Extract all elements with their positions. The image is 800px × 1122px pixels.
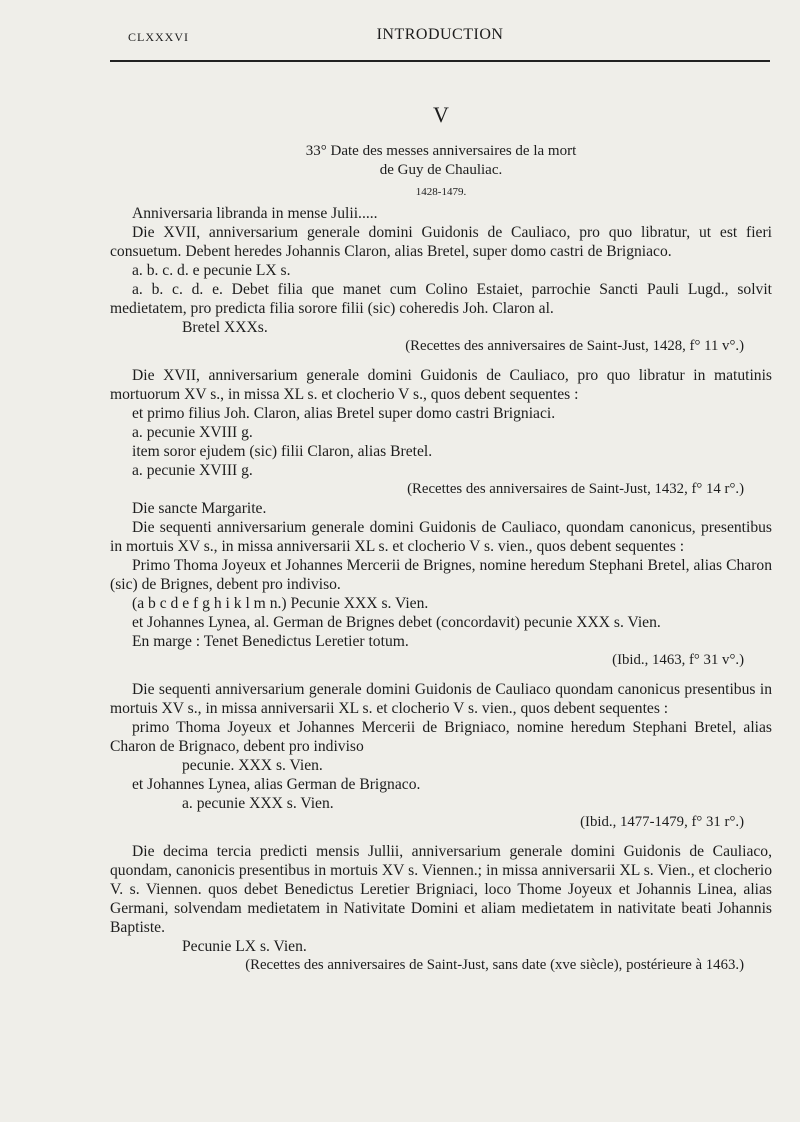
page-body xyxy=(110,100,772,975)
paragraph: (a b c d e f g h i k l m n.) Pecunie XXX s. Vien. xyxy=(132,595,429,612)
source-citation: (Recettes des anniversaires de Saint-Just, 1432, f° 14 r°.) xyxy=(407,481,744,497)
source-citation: (Recettes des anniversaires de Saint-Just, sans date (xve siècle), postérieure à 1463.) xyxy=(245,957,744,973)
paragraph: Die sancte Margarite. xyxy=(132,500,267,517)
page-number: CLXXXVI xyxy=(128,30,189,44)
paragraph: Die sequenti anniversarium generale domini Guidonis de Cauliaco quondam canonicus presentibus in mortuis XV s., in missa anniversarii XL s. et clocherio V s. vien., quos debent sequentes : xyxy=(110,681,772,717)
section-number: V xyxy=(433,102,449,127)
paragraph: item soror ejudem (sic) filii Claron, alias Bretel. xyxy=(132,443,433,460)
paragraph: et primo filius Joh. Claron, alias Bretel super domo castri Brigniaci. xyxy=(132,405,556,422)
source-citation: (Ibid., 1463, f° 31 v°.) xyxy=(612,652,744,668)
section-heading xyxy=(110,142,772,180)
heading-dates: 1428-1479. xyxy=(415,186,467,198)
paragraph: Die XVII, anniversarium generale domini Guidonis de Cauliaco, pro quo libratur in matutinis mortuorum XV s., in missa XL s. et clocherio V s., quos debent sequentes : xyxy=(110,367,772,403)
paragraph: pecunie. XXX s. Vien. xyxy=(182,757,323,774)
margin-note: En marge : Tenet Benedictus Leretier totum. xyxy=(132,633,409,650)
paragraph: et Johannes Lynea, al. German de Brignes debet (concordavit) pecunie XXX s. Vien. xyxy=(132,614,661,631)
paragraph: Die sequenti anniversarium generale domini Guidonis de Cauliaco, quondam canonicus, presentibus in mortuis XV s., in missa anniversarii XL s. et clocherio V s. vien., quos debent sequentes : xyxy=(110,519,772,555)
paragraph: Die XVII, anniversarium generale domini Guidonis de Cauliaco, pro quo libratur, ut est fieri consuetum. Debent heredes Johannis Claron, alias Bretel, super domo castri de Brigniaco. xyxy=(110,224,772,260)
running-title: INTRODUCTION xyxy=(376,26,504,43)
paragraph: primo Thoma Joyeux et Johannes Mercerii de Brigniaco, nomine heredum Stephani Bretel, alias Charon de Brignaco, debent pro indiviso xyxy=(110,719,772,755)
paragraph: Anniversaria libranda in mense Julii..... xyxy=(132,205,378,222)
paragraph: Die decima tercia predicti mensis Jullii, anniversarium generale domini Guidonis de Cauliaco, quondam, canonicis presentibus in mortuis XV s. Viennen.; in missa anniversarii XL s. Vien., et clocherio V. s. Viennen. quos debet Benedictus Leretier Brigniaci, loco Thome Joyeux et Johannis Linea, alias Germani, solvendam medietatem in Nativitate Domini et aliam medietatem in nativitate beati Johannis Baptiste. xyxy=(110,843,772,936)
running-header xyxy=(110,24,770,62)
paragraph: a. pecunie XXX s. Vien. xyxy=(182,795,334,812)
heading-line-1: 33° Date des messes anniversaires de la mort xyxy=(305,143,577,159)
paragraph: et Johannes Lynea, alias German de Brignaco. xyxy=(132,776,421,793)
paragraph: Pecunie LX s. Vien. xyxy=(182,938,307,955)
source-citation: (Ibid., 1477-1479, f° 31 r°.) xyxy=(580,814,744,830)
heading-line-2: de Guy de Chauliac. xyxy=(379,162,503,178)
paragraph: Primo Thoma Joyeux et Johannes Mercerii de Brignes, nomine heredum Stephani Bretel, alias Charon (sic) de Brignes, debent pro indiviso. xyxy=(110,557,772,593)
paragraph: a. pecunie XVIII g. xyxy=(132,462,253,479)
paragraph: Bretel XXXs. xyxy=(182,319,268,336)
source-citation: (Recettes des anniversaires de Saint-Just, 1428, f° 11 v°.) xyxy=(405,338,744,354)
paragraph: a. b. c. d. e pecunie LX s. xyxy=(132,262,291,279)
paragraph: a. b. c. d. e. Debet filia que manet cum Colino Estaiet, parrochie Sancti Pauli Lugd., solvit medietatem, pro predicta filia sorore filii (sic) coheredis Joh. Claron al. xyxy=(110,281,772,317)
paragraph: a. pecunie XVIII g. xyxy=(132,424,253,441)
